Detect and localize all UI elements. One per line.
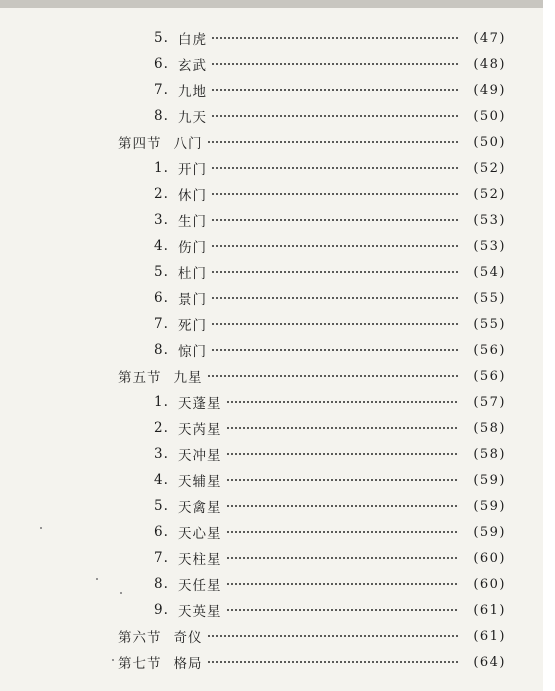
toc-entry[interactable]: [154, 572, 506, 596]
toc-entry[interactable]: [154, 26, 506, 50]
entry-title: 天柱星: [178, 552, 222, 568]
entry-title: 惊门: [178, 344, 207, 360]
window-right-edge: [543, 0, 555, 691]
entry-title: 天冲星: [178, 448, 222, 464]
section-title: 八门: [173, 136, 203, 152]
dot-leader: [226, 427, 459, 429]
scan-speck: [40, 527, 42, 529]
section-number: 第五节: [118, 370, 162, 386]
entry-number: 4.: [154, 472, 169, 488]
entry-title: 九天: [178, 110, 207, 126]
dot-leader: [211, 167, 458, 169]
page-number: (48): [473, 56, 506, 72]
page-number: (53): [473, 212, 506, 228]
entry-number: 1.: [154, 394, 169, 410]
scan-speck: [96, 578, 98, 580]
dot-leader: [211, 297, 458, 299]
toc-entry[interactable]: [154, 338, 506, 362]
entry-number: 7.: [154, 550, 169, 566]
entry-number: 6.: [154, 524, 169, 540]
page-number: (53): [473, 238, 506, 254]
page-number: (47): [473, 30, 506, 46]
toc-entry[interactable]: [154, 468, 506, 492]
entry-number: 5.: [154, 498, 169, 514]
page-number: (64): [473, 654, 506, 670]
page-number: (59): [473, 524, 506, 540]
toc-entry[interactable]: [154, 52, 506, 76]
entry-number: 2.: [154, 186, 169, 202]
dot-leader: [211, 193, 458, 195]
dot-leader: [211, 349, 458, 351]
dot-leader: [211, 115, 458, 117]
page-number: (61): [473, 628, 506, 644]
dot-leader: [211, 63, 458, 65]
entry-title: 开门: [178, 162, 207, 178]
toc-entry[interactable]: [154, 104, 506, 128]
page-number: (61): [473, 602, 506, 618]
page-number: (60): [473, 550, 506, 566]
section-number: 第六节: [118, 630, 162, 646]
entry-title: 天芮星: [178, 422, 222, 438]
entry-number: 8.: [154, 576, 169, 592]
section-title: 格局: [173, 656, 203, 672]
dot-leader: [211, 37, 458, 39]
entry-number: 5.: [154, 264, 169, 280]
page-number: (52): [473, 186, 506, 202]
entry-title: 天英星: [178, 604, 222, 620]
entry-number: 3.: [154, 212, 169, 228]
page-number: (57): [473, 394, 506, 410]
entry-number: 3.: [154, 446, 169, 462]
toc-entry[interactable]: [154, 520, 506, 544]
entry-title: 天心星: [178, 526, 222, 542]
entry-number: 8.: [154, 108, 169, 124]
dot-leader: [211, 89, 458, 91]
entry-title: 杜门: [178, 266, 207, 282]
entry-title: 休门: [178, 188, 207, 204]
page-number: (49): [473, 82, 506, 98]
toc-entry[interactable]: [154, 494, 506, 518]
entry-title: 死门: [178, 318, 207, 334]
entry-title: 生门: [178, 214, 207, 230]
toc-section-heading[interactable]: [118, 624, 506, 648]
entry-number: 6.: [154, 56, 169, 72]
page-number: (60): [473, 576, 506, 592]
page-number: (52): [473, 160, 506, 176]
entry-title: 玄武: [178, 58, 207, 74]
dot-leader: [226, 453, 459, 455]
entry-title: 天禽星: [178, 500, 222, 516]
toc-entry[interactable]: [154, 234, 506, 258]
page-number: (55): [473, 290, 506, 306]
dot-leader: [226, 609, 459, 611]
section-title: 九星: [173, 370, 203, 386]
page-number: (59): [473, 472, 506, 488]
dot-leader: [211, 271, 458, 273]
entry-number: 2.: [154, 420, 169, 436]
toc-section-heading[interactable]: [118, 364, 506, 388]
dot-leader: [211, 219, 458, 221]
dot-leader: [226, 583, 459, 585]
entry-title: 伤门: [178, 240, 207, 256]
page-number: (58): [473, 420, 506, 436]
page-number: (56): [473, 342, 506, 358]
entry-title: 景门: [178, 292, 207, 308]
page-number: (55): [473, 316, 506, 332]
dot-leader: [207, 661, 459, 663]
page-number: (59): [473, 498, 506, 514]
window-top-edge: [0, 0, 555, 8]
dot-leader: [207, 375, 459, 377]
page-number: (50): [473, 134, 506, 150]
entry-number: 7.: [154, 316, 169, 332]
toc-section-heading[interactable]: [118, 650, 506, 674]
toc-entry[interactable]: [154, 260, 506, 284]
toc-entry[interactable]: [154, 182, 506, 206]
entry-number: 9.: [154, 602, 169, 618]
scan-speck: [120, 592, 122, 594]
page-number: (50): [473, 108, 506, 124]
entry-title: 天蓬星: [178, 396, 222, 412]
scan-speck: [112, 659, 114, 661]
dot-leader: [211, 323, 458, 325]
dot-leader: [226, 557, 459, 559]
entry-number: 1.: [154, 160, 169, 176]
entry-number: 8.: [154, 342, 169, 358]
section-number: 第四节: [118, 136, 162, 152]
dot-leader: [226, 505, 459, 507]
dot-leader: [207, 141, 459, 143]
toc-entry[interactable]: [154, 390, 506, 414]
toc-entry[interactable]: [154, 286, 506, 310]
toc-section-heading[interactable]: [118, 130, 506, 154]
toc-entry[interactable]: [154, 442, 506, 466]
dot-leader: [226, 401, 459, 403]
toc-entry[interactable]: [154, 78, 506, 102]
page-number: (58): [473, 446, 506, 462]
entry-number: 5.: [154, 30, 169, 46]
page-number: (56): [473, 368, 506, 384]
toc-entry[interactable]: [154, 156, 506, 180]
toc-entry[interactable]: [154, 546, 506, 570]
dot-leader: [226, 479, 459, 481]
toc-entry[interactable]: [154, 208, 506, 232]
entry-number: 7.: [154, 82, 169, 98]
dot-leader: [211, 245, 458, 247]
entry-title: 天任星: [178, 578, 222, 594]
entry-number: 6.: [154, 290, 169, 306]
toc-entry[interactable]: [154, 598, 506, 622]
entry-title: 天辅星: [178, 474, 222, 490]
section-number: 第七节: [118, 656, 162, 672]
entry-title: 白虎: [178, 32, 207, 48]
dot-leader: [207, 635, 459, 637]
page-number: (54): [473, 264, 506, 280]
entry-number: 4.: [154, 238, 169, 254]
toc-entry[interactable]: [154, 416, 506, 440]
section-title: 奇仪: [173, 630, 203, 646]
entry-title: 九地: [178, 84, 207, 100]
toc-entry[interactable]: [154, 312, 506, 336]
dot-leader: [226, 531, 459, 533]
